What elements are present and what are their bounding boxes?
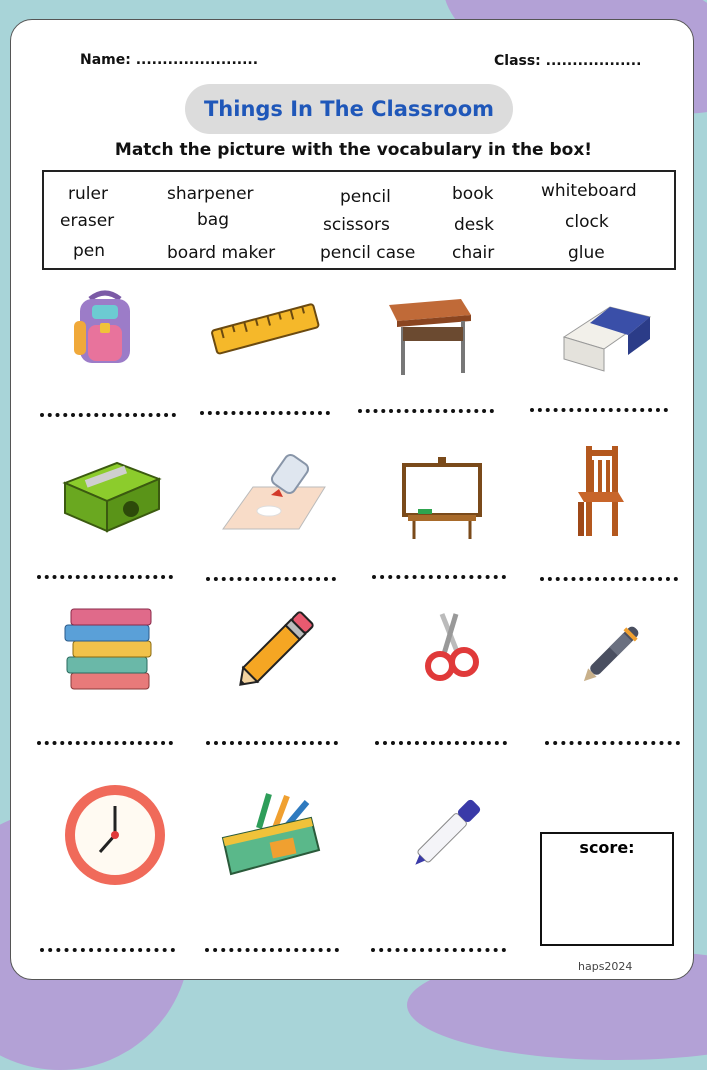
books-icon <box>50 600 170 700</box>
answer-line[interactable] <box>40 948 175 952</box>
vocab-word: scissors <box>323 215 390 235</box>
sharpener-icon <box>50 440 170 540</box>
vocab-word: ruler <box>68 184 108 204</box>
vocab-word: desk <box>454 215 494 235</box>
vocab-word: glue <box>568 243 605 263</box>
backpack-icon <box>45 280 165 380</box>
vocab-word: eraser <box>60 211 115 231</box>
vocab-word: board maker <box>167 243 276 263</box>
vocab-word: clock <box>565 212 609 232</box>
pen-icon <box>555 600 675 700</box>
vocab-word: bag <box>197 210 229 230</box>
scissors-icon <box>390 600 510 700</box>
answer-line[interactable] <box>375 741 507 745</box>
score-box[interactable] <box>540 832 674 946</box>
vocab-word: book <box>452 184 494 204</box>
vocab-word: pencil <box>340 187 391 207</box>
vocab-word: whiteboard <box>541 181 637 201</box>
answer-line[interactable] <box>372 575 506 579</box>
pencil-case-icon <box>210 785 330 885</box>
answer-line[interactable] <box>540 577 678 581</box>
answer-line[interactable] <box>530 408 668 412</box>
answer-line[interactable] <box>206 577 336 581</box>
chair-icon <box>540 440 660 540</box>
answer-line[interactable] <box>40 413 176 417</box>
answer-line[interactable] <box>545 741 680 745</box>
glue-icon <box>213 440 333 540</box>
vocab-word: pen <box>73 241 106 261</box>
answer-line[interactable] <box>37 575 173 579</box>
answer-line[interactable] <box>205 948 339 952</box>
class-field[interactable]: Class: .................. <box>494 53 642 69</box>
answer-line[interactable] <box>371 948 506 952</box>
score-label: score: <box>579 838 635 857</box>
answer-line[interactable] <box>206 741 338 745</box>
name-field[interactable]: Name: ....................... <box>80 52 259 68</box>
desk-icon <box>365 282 485 382</box>
page-title: Things In The Classroom <box>185 84 513 134</box>
clock-icon <box>55 785 175 885</box>
eraser-icon <box>545 282 665 382</box>
pencil-icon <box>215 600 335 700</box>
ruler-icon <box>205 280 325 380</box>
board-marker-icon <box>385 785 505 885</box>
whiteboard-icon <box>380 448 500 548</box>
vocab-word: sharpener <box>167 184 254 204</box>
answer-line[interactable] <box>200 411 330 415</box>
instruction-text: Match the picture with the vocabulary in the box! <box>114 140 593 160</box>
vocab-word: pencil case <box>320 243 416 263</box>
answer-line[interactable] <box>37 741 173 745</box>
answer-line[interactable] <box>358 409 494 413</box>
credit-text: haps2024 <box>578 960 633 973</box>
vocab-word: chair <box>452 243 495 263</box>
